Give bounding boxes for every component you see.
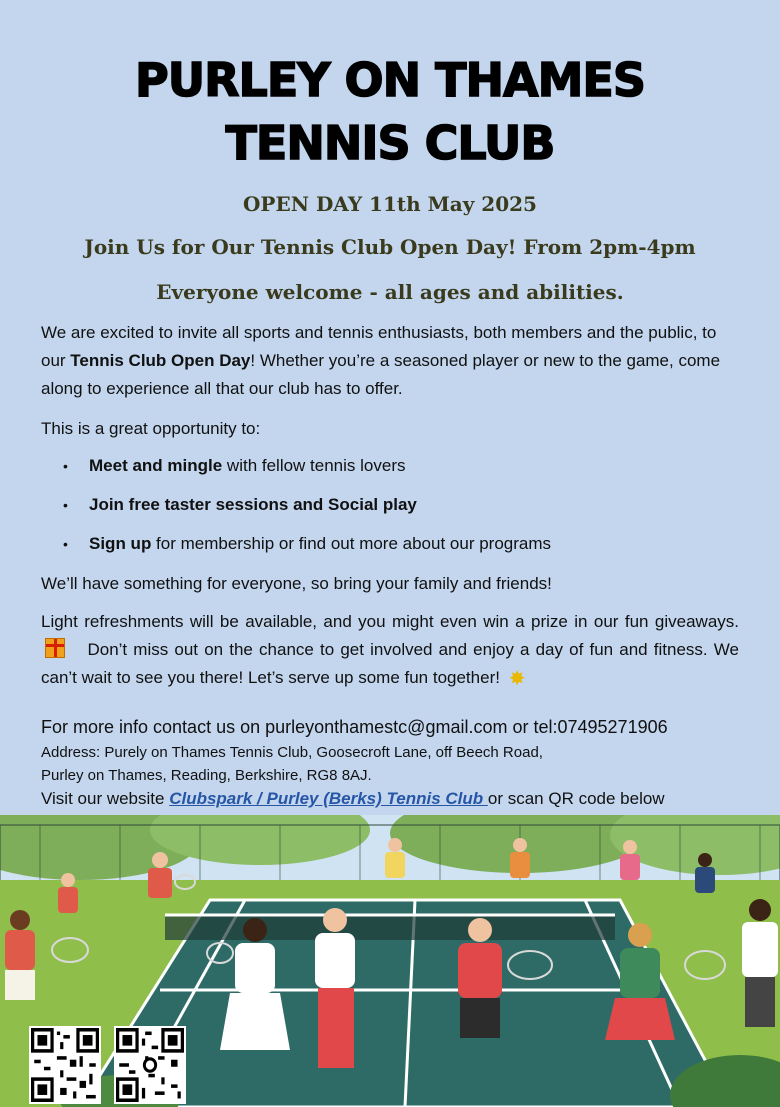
page-title-line2: TENNIS CLUB xyxy=(225,116,555,170)
address-line2: Purley on Thames, Reading, Berkshire, RG8 8AJ. xyxy=(41,767,372,784)
address-line1: Address: Purely on Thames Tennis Club, Goosecroft Lane, off Beech Road, xyxy=(41,744,543,761)
opportunity-text: This is a great opportunity to: xyxy=(41,419,261,438)
website-line xyxy=(41,787,665,811)
list-item-bold: Sign up xyxy=(89,534,152,553)
opportunity-list xyxy=(41,452,741,569)
intro-bold: Tennis Club Open Day xyxy=(70,351,251,370)
gift-icon xyxy=(45,638,65,658)
list-item xyxy=(41,530,741,558)
website-text: Visit our website xyxy=(41,789,170,808)
open-day-time: Join Us for Our Tennis Club Open Day! From 2pm-4pm xyxy=(84,235,696,259)
everyone-text: We’ll have something for everyone, so bring your family and friends! xyxy=(41,574,552,593)
website-text-end: or scan QR code below xyxy=(487,789,665,808)
refreshments-text-end: Don’t miss out on the chance to get involved and enjoy a day of fun and fitness. We can’t wait to see you there! Let’s serve up some fun together! xyxy=(41,640,739,687)
list-item-text: for membership or find out more about our programs xyxy=(151,534,552,553)
intro-text-end: ! Whether you’re a seasoned player or new to the game, come along to experience all that our club has to offer. xyxy=(41,351,721,398)
list-item-bold: Join free taster sessions and Social play xyxy=(89,495,417,514)
website-link[interactable]: Clubspark / Purley (Berks) Tennis Club xyxy=(169,789,488,808)
intro-text: We are excited to invite all sports and tennis enthusiasts, both members and the public, to our xyxy=(41,323,717,370)
welcome-line: Everyone welcome - all ages and abilities. xyxy=(156,280,624,304)
list-item-text: with fellow tennis lovers xyxy=(222,456,406,475)
refreshments-text: Light refreshments will be available, and you might even win a prize in our fun giveaways. xyxy=(41,612,739,631)
list-item-bold: Meet and mingle xyxy=(89,456,223,475)
intro-paragraph xyxy=(41,319,739,403)
list-item xyxy=(41,491,741,519)
open-day-date: OPEN DAY 11th May 2025 xyxy=(243,192,537,216)
refreshments-paragraph xyxy=(41,608,739,693)
page-title-line1: PURLEY ON THAMES xyxy=(135,53,645,107)
list-item xyxy=(41,452,741,480)
sparkle-icon: ✸ xyxy=(508,668,526,690)
qr-code-icon[interactable] xyxy=(29,1026,101,1104)
qr-code-icon[interactable] xyxy=(114,1026,186,1104)
contact-line: For more info contact us on purleyonthamestc@gmail.com or tel:07495271906 xyxy=(41,717,668,737)
